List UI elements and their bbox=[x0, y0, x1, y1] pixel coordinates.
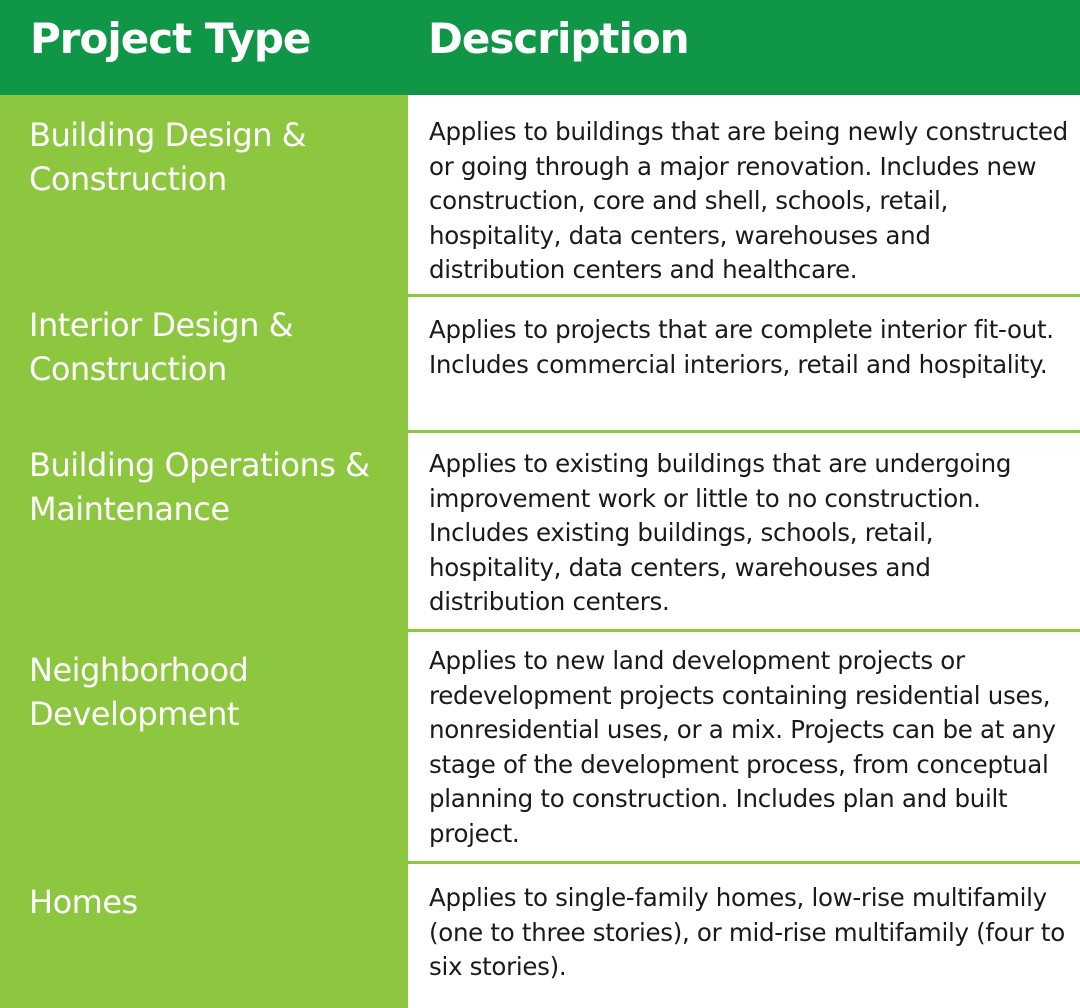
description-cell: Applies to new land development projects or redevelopment projects containing residential uses, nonresidential uses, or a mix. Projects can be at any stage of the development process, from conceptual planning to construction. Includes plan and built project. bbox=[429, 646, 1056, 848]
project-type-cell: Building Operations & Maintenance bbox=[29, 446, 370, 528]
header-project-type: Project Type bbox=[30, 14, 311, 63]
project-type-cell: Building Design & Construction bbox=[29, 116, 307, 198]
description-cell: Applies to projects that are complete interior fit-out. Includes commercial interiors, retail and hospitality. bbox=[429, 315, 1054, 379]
table-row bbox=[0, 864, 1080, 1008]
project-type-cell: Interior Design & Construction bbox=[29, 306, 294, 388]
header-description: Description bbox=[428, 14, 689, 63]
table-row bbox=[0, 632, 1080, 861]
table-row bbox=[0, 297, 1080, 430]
project-type-cell: Homes bbox=[29, 883, 138, 921]
table-row bbox=[0, 95, 1080, 295]
project-type-cell: Neighborhood Development bbox=[29, 651, 249, 733]
description-cell: Applies to buildings that are being newly constructed or going through a major renovation. Includes new construction, core and shell, schools, retail, hospitality, data centers, warehouses and distribution centers and healthcare. bbox=[429, 117, 1068, 284]
table-header bbox=[0, 0, 1080, 95]
description-cell: Applies to single-family homes, low-rise multifamily (one to three stories), or mid-rise multifamily (four to six stories). bbox=[429, 883, 1065, 981]
description-cell: Applies to existing buildings that are undergoing improvement work or little to no construction. Includes existing buildings, schools, retail, hospitality, data centers, warehouses and distribution centers. bbox=[429, 449, 1012, 616]
table-row bbox=[0, 433, 1080, 629]
